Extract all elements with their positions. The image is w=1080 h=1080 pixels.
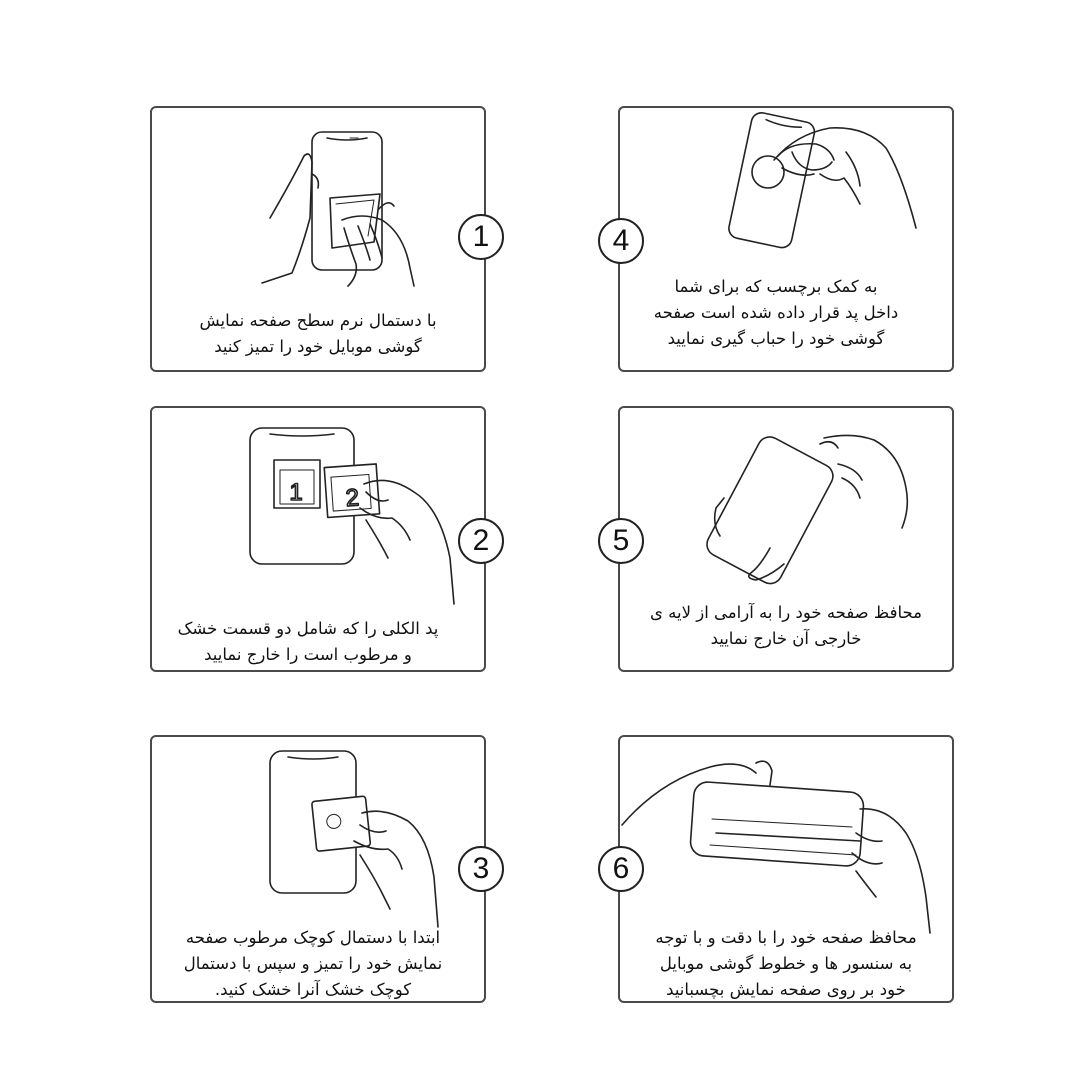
step-1-caption bbox=[182, 308, 454, 360]
pad-label-2: 2 bbox=[344, 484, 361, 513]
step-1-panel bbox=[150, 106, 486, 372]
caption-line: با دستمال نرم سطح صفحه نمایش bbox=[199, 311, 437, 330]
caption-line: داخل پد قرار داده شده است صفحه bbox=[653, 303, 899, 322]
step-5-panel bbox=[618, 406, 954, 672]
step-1-number: 1 bbox=[458, 214, 504, 260]
step-3-caption bbox=[182, 925, 444, 1003]
caption-line: گوشی موبایل خود را تمیز کنید bbox=[214, 337, 422, 356]
caption-line: ابتدا با دستمال کوچک مرطوب صفحه bbox=[185, 928, 441, 947]
caption-line: به کمک برچسب که برای شما bbox=[674, 277, 878, 296]
step-5-number: 5 bbox=[598, 518, 644, 564]
step-4-panel bbox=[618, 106, 954, 372]
protector-peel-illustration bbox=[620, 408, 956, 608]
caption-line: پد الکلی را که شامل دو قسمت خشک bbox=[177, 619, 439, 638]
caption-line: گوشی خود را حباب گیری نمایید bbox=[667, 329, 885, 348]
caption-line: محافظ صفحه خود را با دقت و با توجه bbox=[655, 928, 917, 947]
protector-apply-illustration bbox=[620, 737, 956, 937]
caption-line: محافظ صفحه خود را به آرامی از لایه ی bbox=[650, 603, 922, 622]
step-3-panel bbox=[150, 735, 486, 1003]
step-4-caption bbox=[650, 274, 902, 352]
step-2-panel bbox=[150, 406, 486, 672]
step-2-caption bbox=[172, 616, 444, 668]
pad-label-1: 1 bbox=[289, 479, 303, 506]
caption-line: و مرطوب است را خارج نمایید bbox=[204, 645, 412, 664]
step-6-panel bbox=[618, 735, 954, 1003]
phone-cleaning-illustration bbox=[152, 737, 488, 937]
step-6-number: 6 bbox=[598, 846, 644, 892]
step-5-caption bbox=[640, 600, 932, 652]
step-6-caption bbox=[640, 925, 932, 1003]
step-4-number: 4 bbox=[598, 218, 644, 264]
step-3-number: 3 bbox=[458, 846, 504, 892]
alcohol-pad-illustration bbox=[152, 408, 488, 608]
caption-line: خود بر روی صفحه نمایش بچسبانید bbox=[666, 980, 906, 999]
caption-line: کوچک خشک آنرا خشک کنید. bbox=[214, 980, 412, 999]
phone-wipe-illustration bbox=[152, 108, 488, 308]
caption-line: خارجی آن خارج نمایید bbox=[710, 629, 862, 648]
caption-line: نمایش خود را تمیز و سپس با دستمال bbox=[183, 954, 443, 973]
caption-line: به سنسور ها و خطوط گوشی موبایل bbox=[659, 954, 913, 973]
step-2-number: 2 bbox=[458, 518, 504, 564]
